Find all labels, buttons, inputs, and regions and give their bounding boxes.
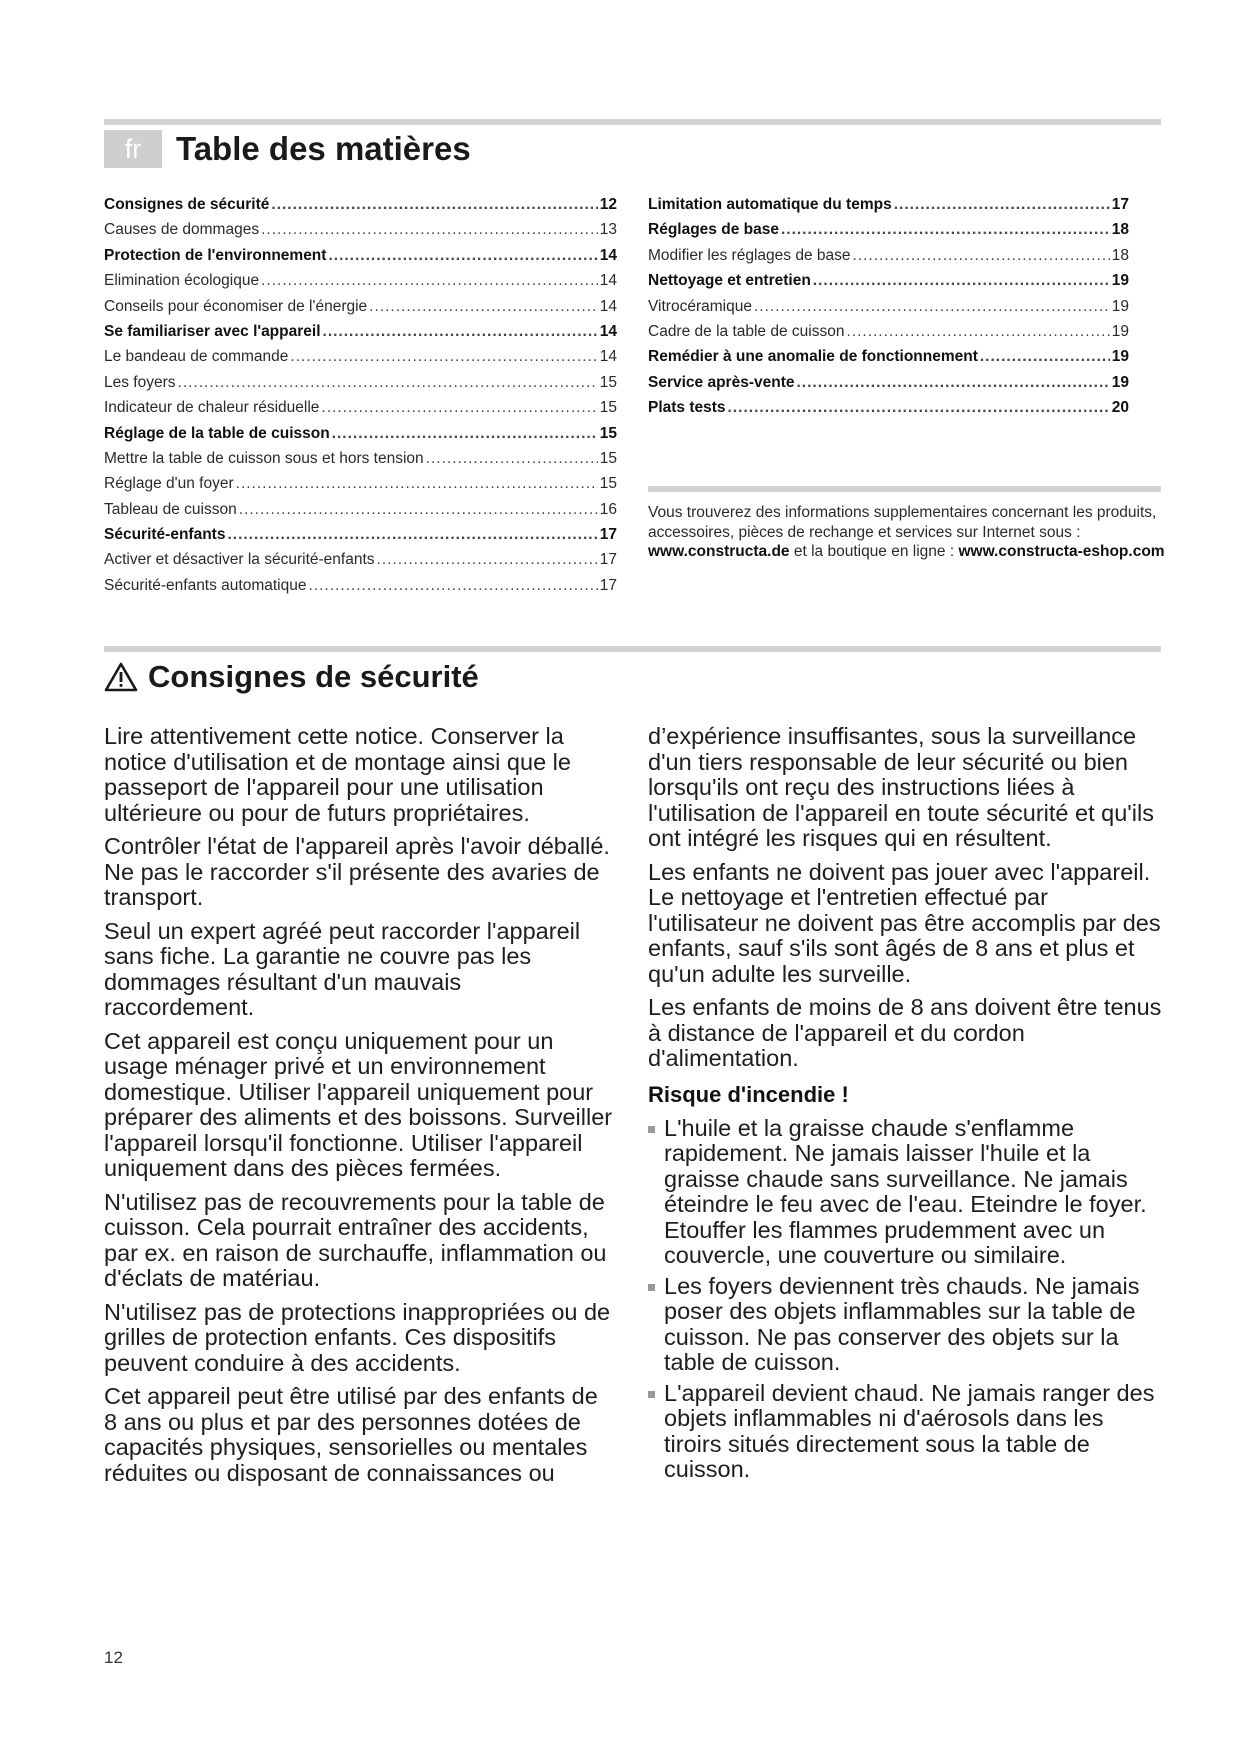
toc-entry-label: Activer et désactiver la sécurité-enfants bbox=[104, 551, 375, 569]
toc-entry[interactable] bbox=[104, 294, 617, 319]
toc-entry[interactable] bbox=[104, 522, 617, 547]
list-item bbox=[648, 1116, 1163, 1269]
toc-entry-label: Remédier à une anomalie de fonctionnement bbox=[648, 348, 978, 366]
info-paragraph bbox=[648, 503, 1168, 562]
toc-entry-page: 15 bbox=[599, 475, 617, 493]
toc-entry-label: Réglage d'un foyer bbox=[104, 475, 234, 493]
toc-entry[interactable] bbox=[648, 395, 1129, 420]
page-number: 12 bbox=[104, 1648, 123, 1667]
toc-entry-page: 14 bbox=[599, 246, 617, 264]
toc-leader-dots bbox=[261, 268, 598, 293]
safety-paragraph: Les enfants ne doivent pas jouer avec l'appareil. Le nettoyage et l'entretien effectué par l'utilisateur ne doivent pas être accomplis par des enfants, sauf s'ils sont âgés de 8 ans et plus et qu'un adulte les surveille. bbox=[648, 858, 1161, 987]
toc-entry-page: 12 bbox=[599, 196, 617, 213]
safety-heading bbox=[104, 656, 479, 698]
toc-entry-page: 14 bbox=[599, 297, 617, 315]
toc-entry[interactable] bbox=[648, 319, 1129, 344]
toc-entry[interactable] bbox=[648, 192, 1129, 217]
bullet-square-icon bbox=[648, 1284, 655, 1291]
warning-triangle-icon bbox=[104, 661, 138, 693]
safety-paragraph: Cet appareil peut être utilisé par des enfants de 8 ans ou plus et par des personnes dotées de capacités physiques, sensorielles ou mentales réduites ou disposant de connaissances ou bbox=[104, 1383, 598, 1486]
top-divider bbox=[104, 119, 1161, 125]
fire-risk-heading: Risque d'incendie ! bbox=[648, 1081, 849, 1107]
toc-leader-dots bbox=[328, 243, 597, 268]
toc-entry[interactable] bbox=[104, 319, 617, 344]
toc-entry[interactable] bbox=[648, 370, 1129, 395]
toc-entry[interactable] bbox=[104, 268, 617, 293]
toc-entry[interactable] bbox=[648, 268, 1129, 293]
toc-entry-page: 17 bbox=[599, 576, 617, 594]
info-divider bbox=[648, 486, 1161, 492]
toc-entry-label: Nettoyage et entretien bbox=[648, 272, 811, 290]
toc-entry-page: 16 bbox=[599, 500, 617, 518]
toc-entry-label: Plats tests bbox=[648, 399, 726, 417]
toc-entry-label: Mettre la table de cuisson sous et hors tension bbox=[104, 449, 424, 467]
toc-entry[interactable] bbox=[104, 243, 617, 268]
toc-leader-dots bbox=[754, 294, 1110, 319]
toc-title: Table des matières bbox=[176, 130, 471, 167]
toc-entry-label: Consignes de sécurité bbox=[104, 196, 270, 213]
list-item bbox=[648, 1274, 1163, 1376]
safety-divider bbox=[104, 646, 1161, 652]
toc-leader-dots bbox=[377, 547, 598, 572]
safety-paragraph: d’expérience insuffisantes, sous la surveillance d'un tiers responsable de leur sécurité ou bien lorsqu'ils ont reçu des instructions liées à l'utilisation de l'appareil en toute sécurité et qu'ils ont intégré les risques qui en résultent. bbox=[648, 723, 1154, 851]
safety-title: Consignes de sécurité bbox=[148, 659, 479, 694]
toc-entry[interactable] bbox=[648, 344, 1129, 369]
toc-entry[interactable] bbox=[648, 243, 1129, 268]
info-text-mid: et la boutique en ligne : bbox=[789, 543, 959, 560]
toc-entry-page: 15 bbox=[599, 424, 617, 442]
fire-risk-list bbox=[648, 1116, 1163, 1483]
toc-entry-page: 18 bbox=[1111, 221, 1129, 239]
safety-paragraph: Cet appareil est conçu uniquement pour un usage ménager privé et un environnement domestique. Utiliser l'appareil uniquement pour préparer des aliments et des boissons. Surveiller l'appareil lorsqu'il fonctionne. Utiliser l'appareil uniquement dans des pièces fermées. bbox=[104, 1027, 613, 1181]
toc-entry-label: Limitation automatique du temps bbox=[648, 196, 892, 213]
toc-leader-dots bbox=[369, 294, 598, 319]
toc-entry-page: 17 bbox=[1111, 196, 1129, 213]
language-badge: fr bbox=[104, 130, 162, 168]
toc-entry[interactable] bbox=[104, 497, 617, 522]
toc-leader-dots bbox=[332, 421, 598, 446]
eshop-link[interactable]: www.constructa-eshop.com bbox=[958, 543, 1165, 560]
toc-leader-dots bbox=[980, 344, 1110, 369]
toc-entry-page: 20 bbox=[1111, 399, 1129, 417]
safety-paragraph: Les enfants de moins de 8 ans doivent être tenus à distance de l'appareil et du cordon d'alimentation. bbox=[648, 994, 1162, 1071]
toc-leader-dots bbox=[846, 319, 1109, 344]
toc-entry-label: Réglage de la table de cuisson bbox=[104, 424, 330, 442]
toc-leader-dots bbox=[236, 471, 598, 496]
toc-entry[interactable] bbox=[104, 421, 617, 446]
toc-entry-page: 17 bbox=[599, 526, 617, 544]
toc-entry[interactable] bbox=[104, 547, 617, 572]
toc-leader-dots bbox=[239, 497, 598, 522]
toc-entry-page: 13 bbox=[599, 221, 617, 239]
toc-entry[interactable] bbox=[104, 573, 617, 598]
toc-leader-dots bbox=[323, 319, 598, 344]
toc-leader-dots bbox=[227, 522, 597, 547]
toc-entry-page: 14 bbox=[599, 348, 617, 366]
toc-entry-label: Elimination écologique bbox=[104, 272, 260, 290]
toc-entry-label: Vitrocéramique bbox=[648, 297, 752, 315]
safety-paragraph: N'utilisez pas de protections inappropriées ou de grilles de protection enfants. Ces dispositifs peuvent conduire à des accidents. bbox=[104, 1298, 611, 1376]
info-text: Vous trouverez des informations supplementaires concernant les produits, accessoires, pièces de rechange et services sur Internet sous : bbox=[648, 504, 1157, 541]
toc-entry[interactable] bbox=[648, 294, 1129, 319]
toc-entry[interactable] bbox=[104, 192, 617, 217]
toc-leader-dots bbox=[728, 395, 1110, 420]
toc-entry-page: 19 bbox=[1111, 322, 1129, 340]
safety-paragraph: Seul un expert agréé peut raccorder l'appareil sans fiche. La garantie ne couvre pas les dommages résultant d'un mauvais raccordement. bbox=[104, 917, 581, 1020]
toc-leader-dots bbox=[894, 192, 1110, 217]
toc-entry[interactable] bbox=[104, 471, 617, 496]
toc-entry-label: Protection de l'environnement bbox=[104, 246, 327, 264]
toc-entry-page: 15 bbox=[599, 399, 617, 417]
safety-left-column bbox=[104, 724, 616, 1494]
list-item-text: L'huile et la graisse chaude s'enflamme rapidement. Ne jamais laisser l'huile et la graisse chaude sans surveillance. Ne jamais éteindre le feu avec de l'eau. Eteindre le foyer. Etouffer les flammes prudemment avec un couvercle, une couverture ou similaire. bbox=[664, 1114, 1147, 1268]
toc-leader-dots bbox=[271, 192, 597, 217]
toc-entry-label: Conseils pour économiser de l'énergie bbox=[104, 297, 368, 315]
toc-leader-dots bbox=[261, 217, 598, 242]
toc-entry-label: Les foyers bbox=[104, 373, 176, 391]
toc-entry-label: Se familiariser avec l'appareil bbox=[104, 322, 321, 340]
toc-entry-page: 14 bbox=[599, 272, 617, 290]
bullet-square-icon bbox=[648, 1126, 655, 1133]
toc-leader-dots bbox=[781, 217, 1110, 242]
toc-entry-label: Sécurité-enfants bbox=[104, 526, 226, 544]
toc-entry-page: 15 bbox=[599, 449, 617, 467]
toc-entry[interactable] bbox=[104, 370, 617, 395]
toc-entry-label: Indicateur de chaleur résiduelle bbox=[104, 399, 320, 417]
toc-entry-label: Réglages de base bbox=[648, 221, 779, 239]
toc-entry-label: Cadre de la table de cuisson bbox=[648, 322, 845, 340]
safety-paragraph: Lire attentivement cette notice. Conserver la notice d'utilisation et de montage ainsi que le passeport de l'appareil pour une utilisation ultérieure ou pour de futurs propriétaires. bbox=[104, 723, 571, 826]
toc-leader-dots bbox=[426, 446, 598, 471]
toc-entry-page: 18 bbox=[1111, 246, 1129, 264]
safety-paragraph: N'utilisez pas de recouvrements pour la table de cuisson. Cela pourrait entraîner des accidents, par ex. en raison de surchauffe, inflammation ou d'éclats de matériau. bbox=[104, 1188, 607, 1291]
toc-leader-dots bbox=[321, 395, 597, 420]
toc-entry[interactable] bbox=[104, 395, 617, 420]
toc-entry-label: Service après-vente bbox=[648, 373, 795, 391]
toc-entry[interactable] bbox=[104, 446, 617, 471]
toc-leader-dots bbox=[178, 370, 598, 395]
toc-leader-dots bbox=[813, 268, 1110, 293]
toc-entry-page: 19 bbox=[1111, 272, 1129, 290]
bullet-square-icon bbox=[648, 1391, 655, 1398]
toc-entry[interactable] bbox=[104, 217, 617, 242]
toc-leader-dots bbox=[796, 370, 1109, 395]
toc-entry-label: Causes de dommages bbox=[104, 221, 260, 239]
toc-entry-page: 14 bbox=[599, 322, 617, 340]
toc-entry-page: 19 bbox=[1111, 348, 1129, 366]
toc-entry[interactable] bbox=[648, 217, 1129, 242]
toc-entry-label: Sécurité-enfants automatique bbox=[104, 576, 307, 594]
list-item-text: Les foyers deviennent très chauds. Ne jamais poser des objets inflammables sur la table de cuisson. Ne pas conserver des objets sur la table de cuisson. bbox=[664, 1272, 1140, 1375]
safety-paragraph: Contrôler l'état de l'appareil après l'avoir déballé. Ne pas le raccorder s'il présente des avaries de transport. bbox=[104, 833, 610, 910]
toc-leader-dots bbox=[290, 344, 597, 369]
toc-leader-dots bbox=[308, 573, 597, 598]
list-item-text: L'appareil devient chaud. Ne jamais ranger des objets inflammables ni d'aérosols dans les tiroirs situés directement sous la table de cuisson. bbox=[664, 1379, 1155, 1482]
toc-entry-page: 19 bbox=[1111, 373, 1129, 391]
toc-entry-label: Tableau de cuisson bbox=[104, 500, 237, 518]
safety-right-column bbox=[648, 724, 1163, 1488]
toc-entry-page: 19 bbox=[1111, 297, 1129, 315]
toc-entry[interactable] bbox=[104, 344, 617, 369]
toc-right-column bbox=[648, 192, 1129, 421]
toc-leader-dots bbox=[852, 243, 1109, 268]
list-item bbox=[648, 1381, 1163, 1483]
website-link[interactable]: www.constructa.de bbox=[648, 543, 790, 560]
toc-entry-label: Le bandeau de commande bbox=[104, 348, 289, 366]
toc-entry-page: 17 bbox=[599, 551, 617, 569]
toc-left-column bbox=[104, 192, 617, 598]
toc-entry-page: 15 bbox=[599, 373, 617, 391]
toc-entry-label: Modifier les réglages de base bbox=[648, 246, 851, 264]
